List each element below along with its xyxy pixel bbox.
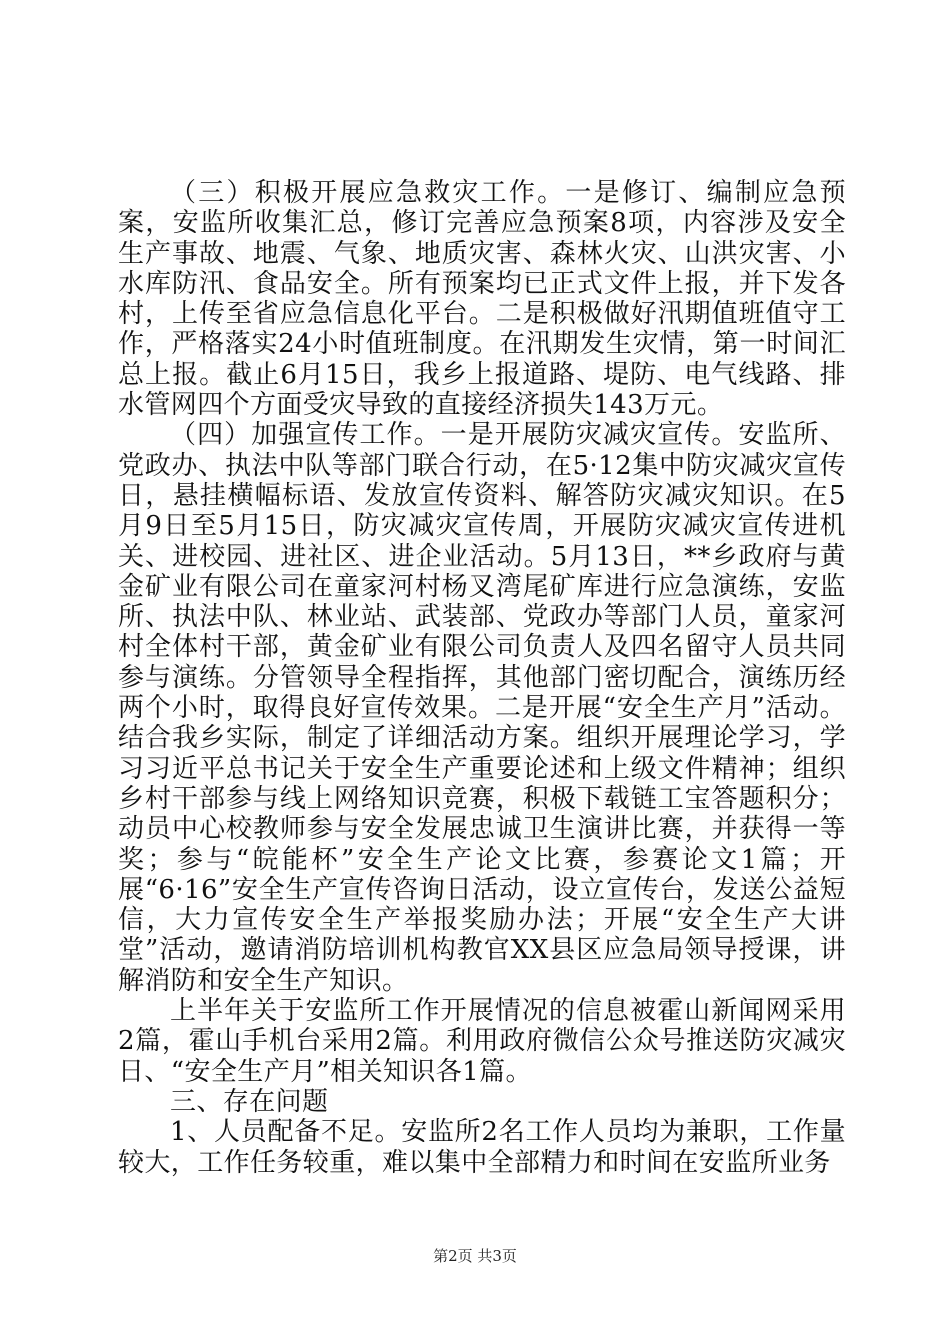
section-heading-problems: 三、存在问题 xyxy=(170,1086,329,1117)
paragraph-staffing-shortage: 1、人员配备不足。安监所2名工作人员均为兼职，工作量较大，工作任务较重，难以集中全部精力和时间在安监所业务 xyxy=(118,1117,846,1178)
document-body xyxy=(118,178,846,1178)
page-footer: 第2页 共3页 xyxy=(433,1247,517,1265)
paragraph-emergency-relief: （三）积极开展应急救灾工作。一是修订、编制应急预案，安监所收集汇总，修订完善应急预案8项，内容涉及安全生产事故、地震、气象、地质灾害、森林火灾、山洪灾害、小水库防汛、食品安全。所有预案均已正式文件上报，并下发各村，上传至省应急信息化平台。二是积极做好汛期值班值守工作，严格落实24小时值班制度。在汛期发生灾情，第一时间汇总上报。截止6月15日，我乡上报道路、堤防、电气线路、排水管网四个方面受灾导致的直接经济损失143万元。 xyxy=(118,178,846,421)
paragraph-publicity-work: （四）加强宣传工作。一是开展防灾减灾宣传。安监所、党政办、执法中队等部门联合行动，在5·12集中防灾减灾宣传日，悬挂横幅标语、发放宣传资料、解答防灾减灾知识。在5月9日至5月15日，防灾减灾宣传周，开展防灾减灾宣传进机关、进校园、进社区、进企业活动。5月13日，**乡政府与黄金矿业有限公司在童家河村杨叉湾尾矿库进行应急演练，安监所、执法中队、林业站、武装部、党政办等部门人员，童家河村全体村干部，黄金矿业有限公司负责人及四名留守人员共同参与演练。分管领导全程指挥，其他部门密切配合，演练历经两个小时，取得良好宣传效果。二是开展“安全生产月”活动。结合我乡实际，制定了详细活动方案。组织开展理论学习，学习习近平总书记关于安全生产重要论述和上级文件精神；组织乡村干部参与线上网络知识竞赛，积极下载链工宝答题积分；动员中心校教师参与安全发展忠诚卫生演讲比赛，并获得一等奖；参与“皖能杯”安全生产论文比赛，参赛论文1篇；开展“6·16”安全生产宣传咨询日活动，设立宣传台，发送公益短信，大力宣传安全生产举报奖励办法；开展“安全生产大讲堂”活动，邀请消防培训机构教官XX县区应急局领导授课，讲解消防和安全生产知识。 xyxy=(118,420,846,996)
paragraph-news-adoption: 上半年关于安监所工作开展情况的信息被霍山新闻网采用2篇，霍山手机台采用2篇。利用政府微信公众号推送防灾减灾日、“安全生产月”相关知识各1篇。 xyxy=(118,996,846,1087)
